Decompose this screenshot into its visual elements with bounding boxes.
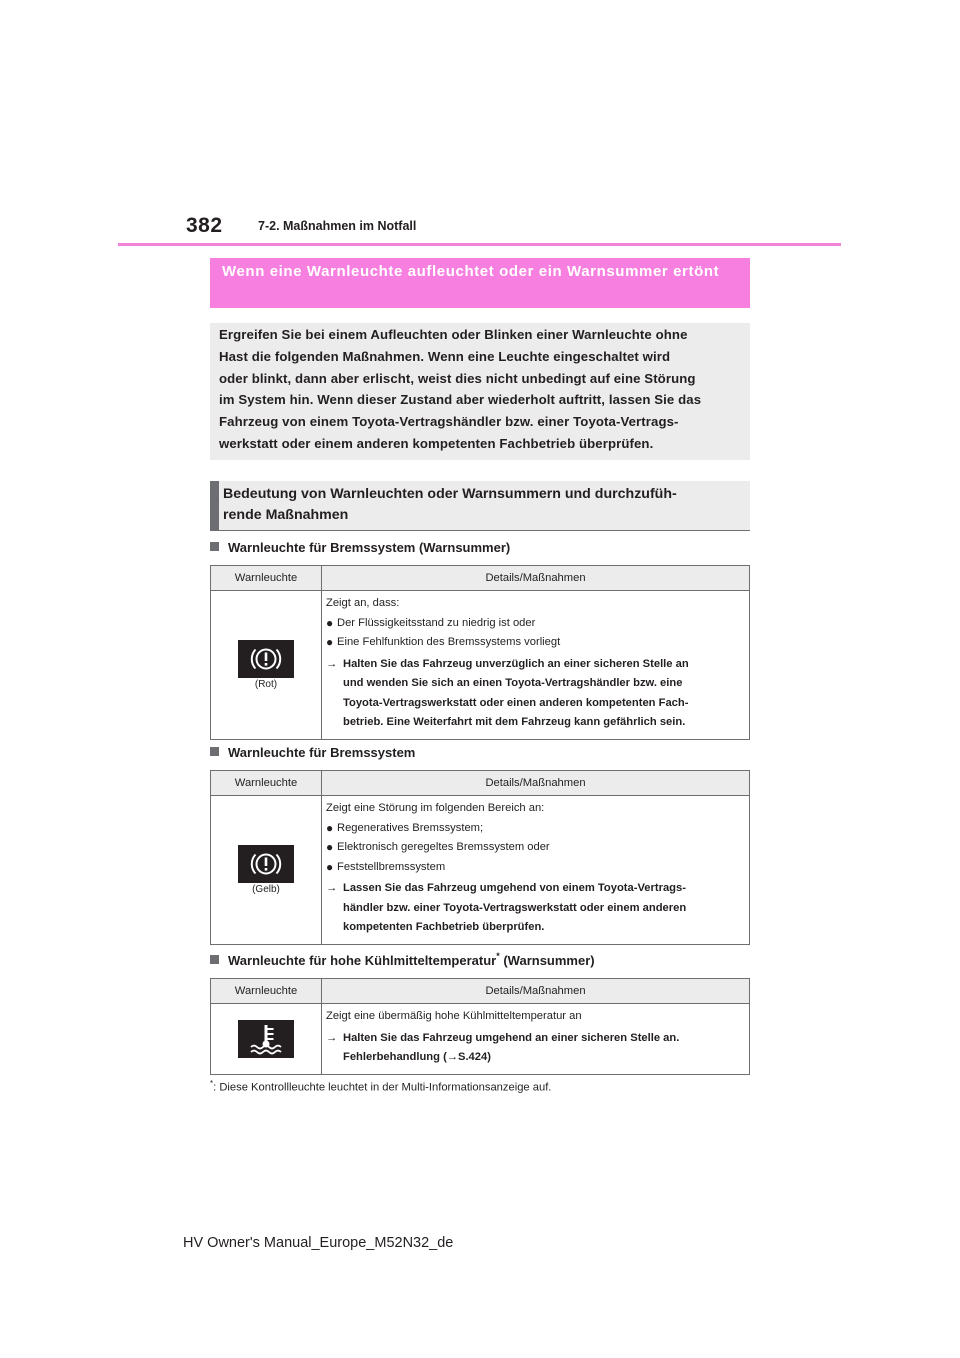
list-item: ● Eine Fehlfunktion des Bremssystems vorliegt bbox=[326, 633, 741, 653]
table-header-row bbox=[211, 771, 750, 796]
details-intro: Zeigt an, dass: bbox=[326, 597, 400, 609]
footnote bbox=[210, 1079, 551, 1094]
details-intro: Zeigt eine übermäßig hohe Kühlmitteltemperatur an bbox=[326, 1010, 582, 1022]
list-item: ● Der Flüssigkeitsstand zu niedrig ist oder bbox=[326, 614, 741, 634]
col-header-lamp: Warnleuchte bbox=[211, 979, 322, 1004]
warning-table-brake-yellow bbox=[210, 770, 750, 945]
section-heading-brake-red bbox=[210, 540, 510, 555]
table-header-row bbox=[211, 979, 750, 1004]
action-instruction: → Halten Sie das Fahrzeug unverzüglich an einer sicheren Stelle an und wenden Sie sich an einen Toyota-Vertragshändler bzw. eine Toyota-Vertragswerkstatt oder einen anderen kompetenten Fach- betrieb. Eine Weiterfahrt mit dem Fahrzeug kann gefährlich sein. bbox=[326, 655, 741, 733]
lamp-cell bbox=[211, 591, 322, 740]
arrow-icon: → bbox=[326, 882, 338, 894]
intro-box bbox=[210, 323, 750, 460]
col-header-lamp: Warnleuchte bbox=[211, 771, 322, 796]
intro-line: im System hin. Wenn dieser Zustand aber wiederholt auftritt, lassen Sie das bbox=[219, 392, 702, 408]
col-header-details: Details/Maßnahmen bbox=[322, 979, 750, 1004]
intro-line: Hast die folgenden Maßnahmen. Wenn eine Leuchte eingeschaltet wird bbox=[219, 348, 671, 364]
col-header-details: Details/Maßnahmen bbox=[322, 771, 750, 796]
bullet-icon: ● bbox=[326, 635, 334, 649]
details-intro: Zeigt eine Störung im folgenden Bereich an: bbox=[326, 802, 545, 814]
action-instruction: → Halten Sie das Fahrzeug umgehend an einer sicheren Stelle an. Fehlerbehandlung (→S.424) bbox=[326, 1029, 741, 1068]
section-heading-brake-yellow bbox=[210, 745, 415, 760]
lamp-cell bbox=[211, 796, 322, 945]
header-rule bbox=[118, 243, 841, 246]
intro-line: werkstatt oder einem anderen kompetenten Fachbetrieb überprüfen. bbox=[219, 435, 654, 451]
brake-warning-icon bbox=[238, 640, 294, 678]
page-number: 382 bbox=[186, 214, 223, 237]
section-title-text: Warnleuchte für Bremssystem (Warnsummer) bbox=[228, 540, 511, 555]
footnote-mark: * bbox=[210, 1079, 214, 1088]
warning-table-brake-red bbox=[210, 565, 750, 740]
col-header-lamp: Warnleuchte bbox=[211, 566, 322, 591]
list-item: ● Regeneratives Bremssystem; bbox=[326, 819, 741, 839]
intro-line: oder blinkt, dann aber erlischt, weist dies nicht unbedingt auf eine Störung bbox=[219, 370, 696, 386]
action-instruction: → Lassen Sie das Fahrzeug umgehend von einem Toyota-Vertrags- händler bzw. einer Toyota-Vertragswerkstatt oder einem anderen kompetenten Fachbetrieb überprüfen. bbox=[326, 879, 741, 938]
table-header-row bbox=[211, 566, 750, 591]
footnote-mark: * bbox=[496, 950, 500, 961]
details-cell bbox=[322, 1004, 750, 1075]
bullet-icon: ● bbox=[326, 859, 334, 874]
square-bullet-icon bbox=[210, 955, 219, 964]
footnote-text: : Diese Kontrollleuchte leuchtet in der Multi-Informationsanzeige auf. bbox=[213, 1081, 552, 1094]
pink-heading: Wenn eine Warnleuchte aufleuchtet oder ein Warnsummer ertönt bbox=[210, 258, 750, 308]
square-bullet-icon bbox=[210, 542, 219, 551]
arrow-icon: → bbox=[326, 657, 338, 670]
sub-heading bbox=[210, 481, 750, 531]
section-title-text: Warnleuchte für hohe Kühlmitteltemperatur bbox=[228, 953, 497, 968]
col-header-details: Details/Maßnahmen bbox=[322, 566, 750, 591]
table-row bbox=[211, 796, 750, 945]
lamp-color-label: (Rot) bbox=[254, 678, 278, 690]
details-cell bbox=[322, 591, 750, 740]
details-cell bbox=[322, 796, 750, 945]
lamp-cell bbox=[211, 1004, 322, 1075]
coolant-temperature-icon bbox=[238, 1020, 294, 1058]
section-title-text: Warnleuchte für Bremssystem bbox=[228, 745, 416, 760]
intro-line: Fahrzeug von einem Toyota-Vertragshändler bzw. einer Toyota-Vertrags- bbox=[219, 414, 679, 430]
bullet-icon: ● bbox=[326, 840, 334, 854]
section-title: 7-2. Maßnahmen im Notfall bbox=[258, 219, 417, 233]
bullet-icon: ● bbox=[326, 615, 334, 630]
sub-heading-line: Bedeutung von Warnleuchten oder Warnsummern und durchzufüh- bbox=[223, 486, 677, 502]
bullet-icon: ● bbox=[326, 820, 334, 835]
section-heading-coolant: Warnleuchte für hohe Kühlmitteltemperatur* (Warnsummer) bbox=[210, 953, 595, 968]
footer: HV Owner's Manual_Europe_M52N32_de bbox=[183, 1235, 454, 1251]
lamp-color-label: (Gelb) bbox=[252, 883, 280, 895]
arrow-icon: → bbox=[326, 1031, 338, 1044]
brake-warning-icon bbox=[238, 845, 294, 883]
list-item: ● Elektronisch geregeltes Bremssystem oder bbox=[326, 838, 741, 858]
table-row bbox=[211, 1004, 750, 1075]
sub-heading-line: rende Maßnahmen bbox=[223, 507, 349, 523]
table-row bbox=[211, 591, 750, 740]
warning-table-coolant bbox=[210, 978, 750, 1075]
list-item: ● Feststellbremssystem bbox=[326, 858, 741, 878]
intro-line: Ergreifen Sie bei einem Aufleuchten oder Blinken einer Warnleuchte ohne bbox=[219, 327, 688, 342]
square-bullet-icon bbox=[210, 747, 219, 756]
